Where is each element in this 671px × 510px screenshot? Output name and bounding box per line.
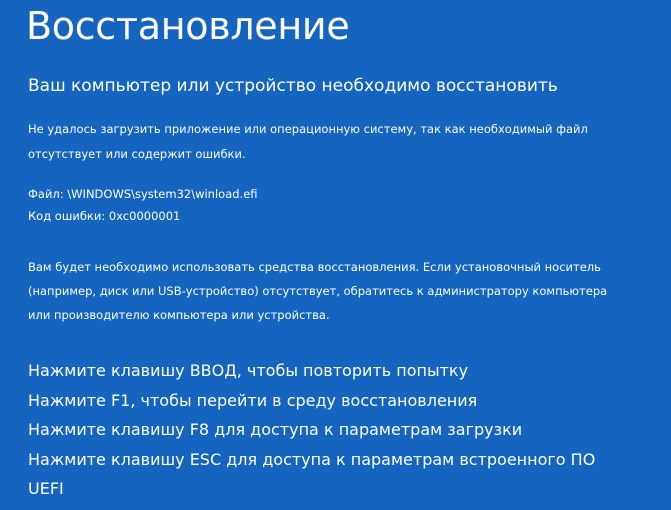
- help-message: [28, 255, 658, 327]
- help-message-line: (например, диск или USB-устройство) отсутствует, обратитесь к администратору компьютера: [28, 284, 608, 298]
- help-message-line: Вам будет необходимо использовать средства восстановления. Если установочный носитель: [28, 260, 601, 274]
- page-subtitle: Ваш компьютер или устройство необходимо восстановить: [28, 76, 558, 96]
- help-message-line: или производителю компьютера или устройства.: [28, 308, 330, 322]
- option-esc-firmware-settings-continued[interactable]: UEFI: [28, 479, 64, 498]
- option-enter-retry[interactable]: Нажмите клавишу ВВОД, чтобы повторить попытку: [28, 361, 469, 380]
- error-code-text: Код ошибки: 0xc0000001: [28, 209, 181, 223]
- error-details: [28, 183, 658, 227]
- file-path-text: Файл: \WINDOWS\system32\winload.efi: [28, 187, 258, 201]
- page-title: Восстановление: [26, 4, 350, 48]
- option-esc-firmware-settings[interactable]: Нажмите клавишу ESC для доступа к параметрам встроенного ПО: [28, 449, 596, 469]
- option-f1-recovery[interactable]: Нажмите F1, чтобы перейти в среду восстановления: [28, 390, 478, 410]
- option-f8-startup-settings[interactable]: Нажмите клавишу F8 для доступа к параметрам загрузки: [28, 420, 523, 439]
- error-message-line: Не удалось загрузить приложение или операционную систему, так как необходимый файл: [28, 122, 588, 136]
- error-message-line: отсутствует или содержит ошибки.: [28, 147, 246, 161]
- error-message: [28, 117, 658, 167]
- recovery-options: [28, 356, 595, 504]
